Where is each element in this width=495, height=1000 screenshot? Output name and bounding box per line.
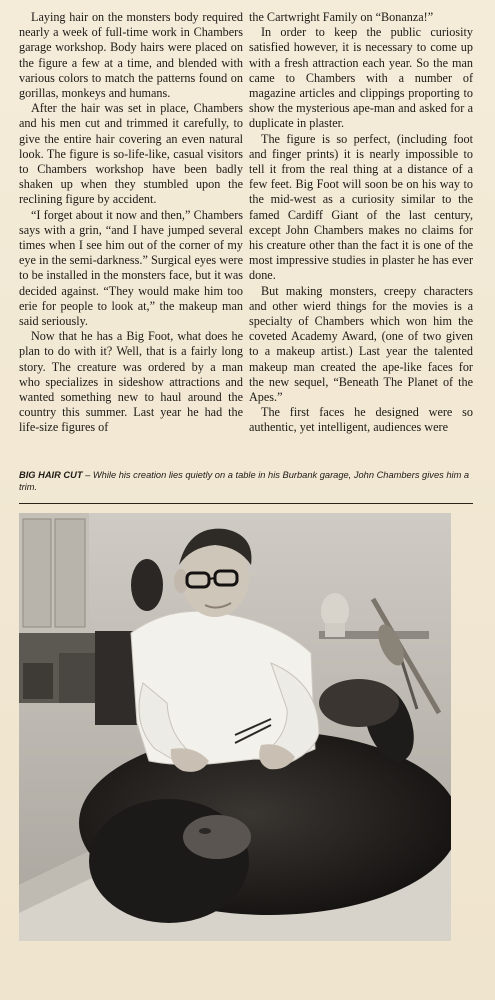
caption-divider <box>19 503 473 504</box>
paragraph: Laying hair on the monsters body required nearly a week of full-time work in Chambers garage workshop. Body hairs were placed on the figure a few at a time, and blended with various colors to match the patterns found on gorillas, monkeys and humans. <box>19 10 243 101</box>
paragraph: “I forget about it now and then,” Chambers says with a grin, “and I have jumped several times when I see him out of the corner of my eye in the semi-darkness.” Surgical eyes were to be installed in the monsters face, but it was decided against. “They would make him too erie for people to look at,” the makeup man said seriously. <box>19 207 243 329</box>
photo-illustration <box>19 513 451 941</box>
caption-label: BIG HAIR CUT <box>19 470 83 480</box>
paragraph: After the hair was set in place, Chambers and his men cut and trimmed it carefully, to give the entire hair covering an even natural look. The figure is so-life-like, casual visitors to Chambers workshop have been badly shaken up when they stumbled upon the reclining figure by accident. <box>19 101 243 207</box>
paragraph: In order to keep the public curiosity satisfied however, it is necessary to come up with a fresh attraction each year. So the man came to Chambers with a number of magazine articles and clippings proporting to show the mysterious ape-man and asked for a duplicate in plaster. <box>249 25 473 131</box>
photo-caption <box>19 469 473 493</box>
paragraph: The first faces he designed were so authentic, yet intelligent, audiences were <box>249 405 473 435</box>
paragraph: The figure is so perfect, (including foot and finger prints) it is nearly impossible to tell it from the real thing at a distance of a few feet. Big Foot will soon be on his way to the mid-west as a curiosity similar to the famed Cardiff Giant of the last century, except John Chambers makes no claims for his creature other than the fact it is one of the most impressive studies in plaster he has ever done. <box>249 131 473 283</box>
article-photo <box>19 513 451 941</box>
article-body <box>19 10 473 466</box>
paragraph: Now that he has a Big Foot, what does he plan to do with it? Well, that is a fairly long story. The creature was ordered by a man who specializes in sideshow attractions and wanted something new to haul around the country this summer. Last year he had the life-size figures of <box>19 329 243 435</box>
article-right-column <box>249 10 473 466</box>
paragraph: the Cartwright Family on “Bonanza!” <box>249 10 434 24</box>
article-left-column <box>19 10 243 466</box>
paragraph: But making monsters, creepy characters and other wierd things for the movies is a specialty of Chambers which won him the coveted Academy Award, (one of two given to a makeup artist.) Last year the talented makeup man created the ape-like faces for the new sequel, “Beneath The Planet of the Apes.” <box>249 283 473 405</box>
caption-text: – While his creation lies quietly on a table in his Burbank garage, John Chambers gives him a trim. <box>19 470 470 492</box>
